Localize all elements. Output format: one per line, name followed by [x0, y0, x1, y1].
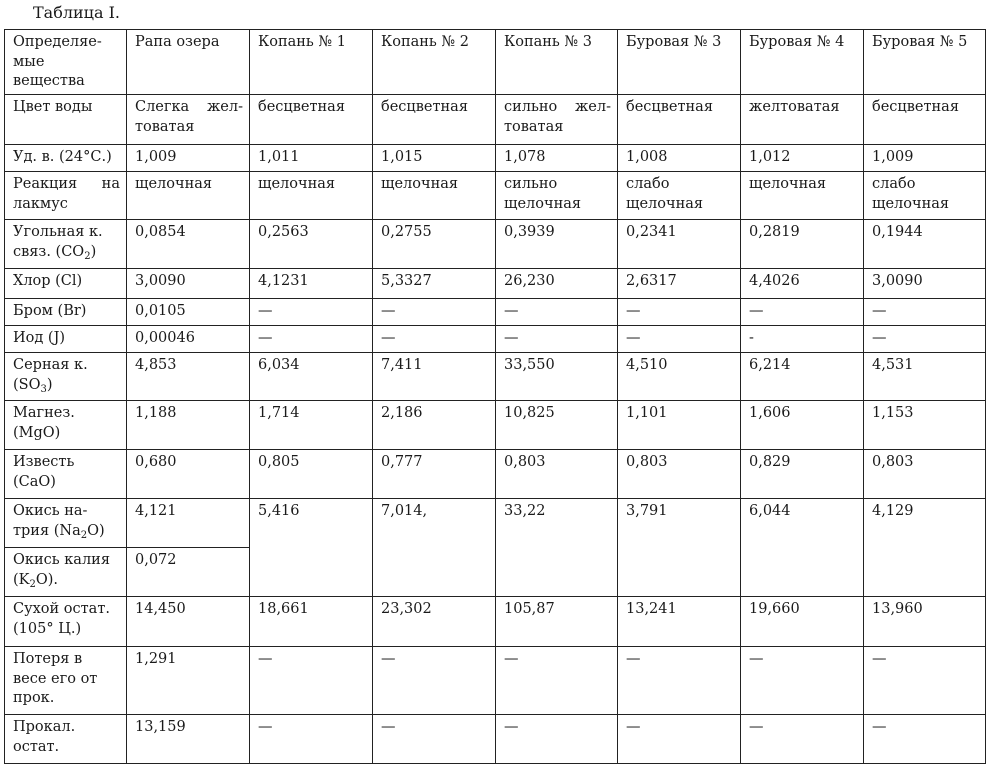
label-text: Угольная к. связ. (СО	[13, 224, 103, 260]
row-label	[5, 548, 127, 597]
table-cell: —	[864, 647, 986, 715]
table-cell: —	[864, 326, 986, 353]
table-cell: 19,660	[741, 597, 864, 647]
table-row	[5, 95, 986, 145]
header-cell: Рапа озера	[127, 30, 250, 95]
table-cell: 0,680	[127, 450, 250, 499]
table-cell: 1,008	[618, 145, 741, 172]
table-row	[5, 647, 986, 715]
table-cell: —	[618, 326, 741, 353]
table-cell: —	[373, 299, 496, 326]
row-label: Цвет воды	[5, 95, 127, 145]
table-cell: 1,009	[127, 145, 250, 172]
table-cell: щелочная	[250, 172, 373, 220]
table-cell: 26,230	[496, 269, 618, 299]
label-subscript: 2	[80, 529, 88, 541]
table-row	[5, 220, 986, 269]
table-cell: —	[864, 715, 986, 764]
table-cell: 6,214	[741, 353, 864, 401]
row-label: Потеря в весе его от прок.	[5, 647, 127, 715]
table-cell: 4,121	[127, 499, 250, 548]
table-cell: —	[496, 326, 618, 353]
table-cell: 13,960	[864, 597, 986, 647]
header-cell: Буровая № 5	[864, 30, 986, 95]
row-label: Магнез. (MgO)	[5, 401, 127, 450]
row-label: Бром (Br)	[5, 299, 127, 326]
table-cell: 1,606	[741, 401, 864, 450]
table-cell: 4,129	[864, 499, 986, 597]
row-label	[5, 353, 127, 401]
table-cell: слабо щелочная	[864, 172, 986, 220]
table-cell: 6,034	[250, 353, 373, 401]
table-row	[5, 499, 986, 548]
row-label: Иод (J)	[5, 326, 127, 353]
table-cell: 7,014,	[373, 499, 496, 597]
table-cell: —	[250, 326, 373, 353]
table-cell: бесцветная	[864, 95, 986, 145]
label-text: Окись на-трия (Na	[13, 503, 88, 539]
table-cell: 6,044	[741, 499, 864, 597]
table-cell: 1,101	[618, 401, 741, 450]
table-cell: слабо щелочная	[618, 172, 741, 220]
table-cell: —	[496, 715, 618, 764]
table-cell: 1,011	[250, 145, 373, 172]
header-cell: Буровая № 3	[618, 30, 741, 95]
table-cell: —	[373, 326, 496, 353]
table-cell: —	[250, 299, 373, 326]
table-cell: сильно жел-товатая	[496, 95, 618, 145]
label-text: Окись калия (K	[13, 552, 110, 588]
table-cell: 13,159	[127, 715, 250, 764]
table-cell: —	[741, 715, 864, 764]
table-cell: —	[618, 715, 741, 764]
table-cell: 0,0854	[127, 220, 250, 269]
table-row	[5, 715, 986, 764]
table-cell: 0,777	[373, 450, 496, 499]
table-cell: щелочная	[127, 172, 250, 220]
row-label	[5, 499, 127, 548]
table-cell: 1,153	[864, 401, 986, 450]
header-cell: Буровая № 4	[741, 30, 864, 95]
header-cell: Копань № 3	[496, 30, 618, 95]
row-label: Прокал. остат.	[5, 715, 127, 764]
table-row	[5, 269, 986, 299]
table-cell: 33,550	[496, 353, 618, 401]
table-cell: 5,3327	[373, 269, 496, 299]
label-subscript: 2	[29, 578, 36, 590]
table-cell: 0,803	[496, 450, 618, 499]
table-cell: 105,87	[496, 597, 618, 647]
table-cell: 1,188	[127, 401, 250, 450]
table-cell: 4,510	[618, 353, 741, 401]
table-cell: 1,009	[864, 145, 986, 172]
table-cell: —	[373, 647, 496, 715]
table-cell: 0,2755	[373, 220, 496, 269]
row-label	[5, 220, 127, 269]
table-cell: 23,302	[373, 597, 496, 647]
table-cell: бесцветная	[373, 95, 496, 145]
table-cell: щелочная	[373, 172, 496, 220]
table-row	[5, 597, 986, 647]
table-cell: 7,411	[373, 353, 496, 401]
table-cell: 3,0090	[127, 269, 250, 299]
label-text: )	[46, 376, 53, 393]
label-subscript: 2	[84, 250, 91, 262]
table-caption: Таблица I.	[33, 3, 120, 22]
table-cell: 0,2341	[618, 220, 741, 269]
table-cell: —	[496, 299, 618, 326]
label-text: Серная к. (SO	[13, 357, 88, 393]
table-cell: 1,291	[127, 647, 250, 715]
table-row	[5, 299, 986, 326]
table-cell: —	[741, 299, 864, 326]
table-cell: щелочная	[741, 172, 864, 220]
row-label: Уд. в. (24°С.)	[5, 145, 127, 172]
table-cell: 0,3939	[496, 220, 618, 269]
row-label: Хлор (Cl)	[5, 269, 127, 299]
table-row	[5, 450, 986, 499]
table-cell: -	[741, 326, 864, 353]
table-cell: 0,805	[250, 450, 373, 499]
table-cell: 33,22	[496, 499, 618, 597]
table-cell: бесцветная	[250, 95, 373, 145]
header-cell: Определяе-мые вещества	[5, 30, 127, 95]
label-text: O)	[87, 522, 105, 539]
table-cell: —	[618, 299, 741, 326]
table-cell: 3,0090	[864, 269, 986, 299]
data-table	[4, 29, 986, 764]
row-label: Сухой остат. (105° Ц.)	[5, 597, 127, 647]
table-cell: Слегка жел-товатая	[127, 95, 250, 145]
label-subscript: 3	[40, 383, 47, 395]
label-text: )	[90, 243, 97, 260]
table-cell: 0,072	[127, 548, 250, 597]
table-cell: —	[373, 715, 496, 764]
header-row	[5, 30, 986, 95]
table-cell: 5,416	[250, 499, 373, 597]
table-cell: 0,2563	[250, 220, 373, 269]
table-cell: 1,078	[496, 145, 618, 172]
table-cell: —	[741, 647, 864, 715]
table-cell: 0,2819	[741, 220, 864, 269]
table-cell: 1,015	[373, 145, 496, 172]
table-cell: 0,00046	[127, 326, 250, 353]
table-cell: сильно щелочная	[496, 172, 618, 220]
table-row	[5, 145, 986, 172]
table-cell: 2,186	[373, 401, 496, 450]
table-cell: —	[618, 647, 741, 715]
table-cell: 18,661	[250, 597, 373, 647]
table-row	[5, 326, 986, 353]
table-cell: —	[864, 299, 986, 326]
table-row	[5, 401, 986, 450]
table-cell: —	[496, 647, 618, 715]
table-cell: 0,829	[741, 450, 864, 499]
table-cell: 1,012	[741, 145, 864, 172]
row-label: Реакция на лакмус	[5, 172, 127, 220]
header-cell: Копань № 1	[250, 30, 373, 95]
table-cell: 1,714	[250, 401, 373, 450]
table-cell: 4,4026	[741, 269, 864, 299]
table-cell: 10,825	[496, 401, 618, 450]
table-cell: 2,6317	[618, 269, 741, 299]
table-cell: —	[250, 715, 373, 764]
table-cell: 0,0105	[127, 299, 250, 326]
table-row	[5, 172, 986, 220]
table-cell: 0,803	[864, 450, 986, 499]
table-cell: 0,803	[618, 450, 741, 499]
table-cell: 3,791	[618, 499, 741, 597]
table-cell: бесцветная	[618, 95, 741, 145]
table-cell: 4,531	[864, 353, 986, 401]
table-cell: 0,1944	[864, 220, 986, 269]
table-cell: 14,450	[127, 597, 250, 647]
row-label: Известь (CaO)	[5, 450, 127, 499]
table-row	[5, 353, 986, 401]
label-text: O).	[35, 571, 59, 588]
table-cell: —	[250, 647, 373, 715]
table-cell: желтоватая	[741, 95, 864, 145]
header-cell: Копань № 2	[373, 30, 496, 95]
table-cell: 13,241	[618, 597, 741, 647]
table-cell: 4,1231	[250, 269, 373, 299]
table-cell: 4,853	[127, 353, 250, 401]
